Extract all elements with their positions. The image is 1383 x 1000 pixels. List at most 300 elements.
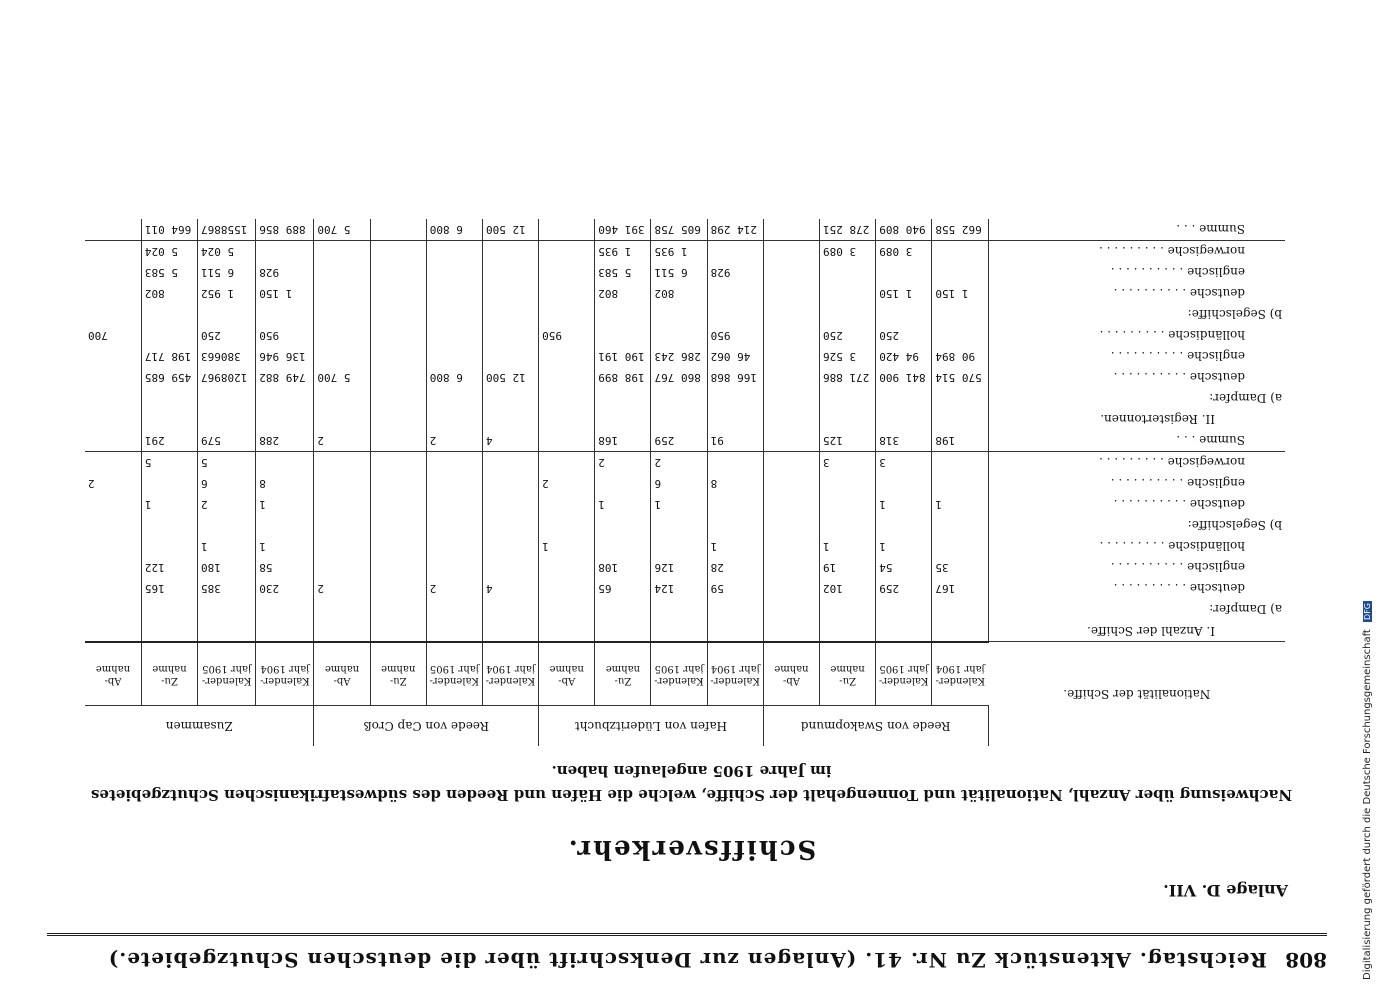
table-cell: 3: [876, 452, 932, 474]
table-cell: 180: [198, 557, 256, 578]
table-cell: [314, 473, 370, 494]
row-label: II. Registertonnen.: [1100, 412, 1215, 427]
row-label: holländische . . . . . . . . .: [1099, 539, 1245, 554]
table-cell: 288: [256, 430, 314, 452]
table-cell: 6 511: [651, 262, 707, 283]
table-cell: [198, 388, 256, 409]
table-cell: [198, 599, 256, 620]
table-cell: [539, 409, 595, 430]
table-cell: 1: [820, 536, 876, 557]
row-label: Summe . . .: [988, 430, 1285, 452]
table-cell: [932, 599, 988, 620]
table-cell: 250: [820, 325, 876, 346]
table-row: [85, 262, 1285, 283]
table-cell: 579: [198, 430, 256, 452]
table-cell: [595, 473, 651, 494]
table-cell: [820, 409, 876, 430]
table-cell: [539, 388, 595, 409]
table-cell: 459 685: [141, 367, 197, 388]
table-cell: [482, 388, 538, 409]
table-cell: 8: [256, 473, 314, 494]
table-cell: 1: [539, 536, 595, 557]
row-label: deutsche . . . . . . . . . .: [1113, 286, 1245, 301]
table-cell: [651, 409, 707, 430]
subcolumn-header: Kalender-jahr 1904: [932, 642, 988, 706]
table-cell: 1: [876, 536, 932, 557]
table-cell: 1: [256, 536, 314, 557]
table-cell: [482, 262, 538, 283]
nationality-header: Nationalität der Schiffe.: [988, 642, 1285, 746]
table-cell: [932, 409, 988, 430]
table-cell: [256, 409, 314, 430]
table-cell: [763, 283, 819, 304]
table-cell: [85, 620, 141, 642]
table-cell: [85, 536, 141, 557]
table-cell: 8: [707, 473, 763, 494]
table-cell: [707, 409, 763, 430]
table-cell: [426, 536, 482, 557]
table-cell: 2: [539, 473, 595, 494]
table-cell: [482, 557, 538, 578]
table-cell: 58: [256, 557, 314, 578]
running-header: [47, 933, 1327, 976]
table-cell: 125: [820, 430, 876, 452]
table-cell: 1: [932, 494, 988, 515]
row-label: deutsche . . . . . . . . . .: [1113, 497, 1245, 512]
table-cell: 46 062: [707, 346, 763, 367]
table-cell: [370, 473, 426, 494]
table-cell: [426, 325, 482, 346]
row-label: I. Anzahl der Schiffe.: [1087, 623, 1215, 638]
table-cell: [482, 241, 538, 263]
table-cell: [539, 494, 595, 515]
table-cell: 1 952: [198, 283, 256, 304]
table-cell: 950: [707, 325, 763, 346]
table-cell: [85, 430, 141, 452]
row-label: englische . . . . . . . . . .: [1110, 560, 1245, 575]
table-cell: [370, 388, 426, 409]
table-cell: 5: [198, 452, 256, 474]
table-cell: 1: [141, 494, 197, 515]
table-cell: [820, 262, 876, 283]
table-cell: [85, 346, 141, 367]
subcolumn-header: Zu-nahme: [141, 642, 197, 706]
table-row: [85, 536, 1285, 557]
table-cell: 166 868: [707, 367, 763, 388]
table-cell: 860 767: [651, 367, 707, 388]
table-cell: [876, 304, 932, 325]
table-cell: [426, 515, 482, 536]
table-cell: [426, 388, 482, 409]
table-row: [85, 452, 1285, 474]
subcolumn-header: Kalender-jahr 1904: [482, 642, 538, 706]
table-cell: [595, 325, 651, 346]
page-number: 808: [1285, 948, 1327, 972]
table-cell: [932, 304, 988, 325]
table-cell: 271 886: [820, 367, 876, 388]
sum-row: [85, 219, 1285, 241]
table-cell: 664 011: [141, 219, 197, 241]
table-cell: [370, 494, 426, 515]
table-cell: [426, 494, 482, 515]
table-cell: 1: [595, 494, 651, 515]
subcolumn-header: Kalender-jahr 1905: [426, 642, 482, 706]
table-cell: [370, 409, 426, 430]
table-cell: 6 800: [426, 367, 482, 388]
table-cell: 5: [141, 452, 197, 474]
table-cell: [763, 346, 819, 367]
table-cell: 126: [651, 557, 707, 578]
table-cell: [314, 241, 370, 263]
table-row: [85, 557, 1285, 578]
table-cell: [370, 304, 426, 325]
table-cell: [651, 620, 707, 642]
table-cell: 122: [141, 557, 197, 578]
table-cell: 749 882: [256, 367, 314, 388]
table-cell: [426, 262, 482, 283]
table-cell: 35: [932, 557, 988, 578]
table-cell: [763, 494, 819, 515]
table-cell: 802: [595, 283, 651, 304]
table-cell: 802: [141, 283, 197, 304]
table-cell: [707, 452, 763, 474]
table-cell: [482, 304, 538, 325]
subcolumn-header: Ab-nahme: [763, 642, 819, 706]
table-cell: [141, 536, 197, 557]
table-cell: [763, 515, 819, 536]
table-cell: [141, 473, 197, 494]
row-label: b) Segelschiffe:: [1187, 518, 1282, 533]
table-cell: [256, 620, 314, 642]
table-cell: 214 298: [707, 219, 763, 241]
table-cell: [651, 536, 707, 557]
table-cell: 662 558: [932, 219, 988, 241]
table-cell: 190 191: [595, 346, 651, 367]
table-cell: [932, 325, 988, 346]
table-cell: [85, 494, 141, 515]
table-cell: 250: [198, 325, 256, 346]
table-cell: [85, 557, 141, 578]
table-cell: [651, 515, 707, 536]
annex-label: Anlage D. VII.: [1163, 881, 1288, 900]
table-cell: [314, 262, 370, 283]
table-cell: [820, 599, 876, 620]
subcolumn-header: Zu-nahme: [595, 642, 651, 706]
table-cell: 5 583: [595, 262, 651, 283]
table-cell: 3 526: [820, 346, 876, 367]
table-cell: [314, 304, 370, 325]
table-cell: [85, 578, 141, 599]
table-cell: 4: [482, 578, 538, 599]
table-cell: [370, 241, 426, 263]
table-cell: [595, 536, 651, 557]
table-cell: 1208967: [198, 367, 256, 388]
table-cell: [256, 599, 314, 620]
table-cell: [763, 536, 819, 557]
table-cell: 2: [426, 430, 482, 452]
row-label: a) Dampfer:: [1209, 391, 1282, 406]
subcolumn-header: Ab-nahme: [314, 642, 370, 706]
table-cell: [370, 536, 426, 557]
table-cell: 1: [651, 494, 707, 515]
table-cell: 198: [932, 430, 988, 452]
table-cell: 259: [876, 578, 932, 599]
table-cell: [763, 599, 819, 620]
table-cell: 380663: [198, 346, 256, 367]
table-cell: [426, 620, 482, 642]
table-cell: 3 089: [820, 241, 876, 263]
table-cell: [426, 473, 482, 494]
table-cell: [482, 620, 538, 642]
subcolumn-header: Zu-nahme: [820, 642, 876, 706]
table-cell: 2: [198, 494, 256, 515]
table-cell: 5 700: [314, 367, 370, 388]
table-cell: [482, 494, 538, 515]
table-cell: [763, 452, 819, 474]
table-cell: [539, 219, 595, 241]
table-cell: [707, 283, 763, 304]
table-row: [85, 283, 1285, 304]
subcolumn-header: Kalender-jahr 1904: [256, 642, 314, 706]
table-cell: 950: [256, 325, 314, 346]
table-cell: 605 758: [651, 219, 707, 241]
table-cell: 5 700: [314, 219, 370, 241]
table-cell: 5 583: [141, 262, 197, 283]
table-cell: [198, 620, 256, 642]
section-header-row: [85, 409, 1285, 430]
table-cell: [314, 452, 370, 474]
subsection-row: [85, 388, 1285, 409]
table-cell: [482, 536, 538, 557]
table-cell: [426, 452, 482, 474]
table-cell: [707, 494, 763, 515]
table-cell: [651, 388, 707, 409]
table-cell: 250: [876, 325, 932, 346]
table-cell: [314, 325, 370, 346]
row-label: b) Segelschiffe:: [1187, 307, 1282, 322]
table-cell: [426, 304, 482, 325]
table-cell: 12 500: [482, 219, 538, 241]
table-cell: 1 935: [595, 241, 651, 263]
table-cell: [820, 515, 876, 536]
table-cell: [482, 515, 538, 536]
table-cell: 700: [85, 325, 141, 346]
table-cell: [482, 599, 538, 620]
table-cell: [314, 388, 370, 409]
table-cell: [539, 578, 595, 599]
table-caption-line-1: Nachweisung über Anzahl, Nationalität und Tonnengehalt der Schiffe, welche die Häfen und Reeden des südwestafrikanischen Schutzgebietes: [90, 786, 1293, 804]
table-cell: [370, 367, 426, 388]
table-cell: [932, 620, 988, 642]
table-cell: [763, 388, 819, 409]
table-cell: [85, 304, 141, 325]
table-cell: [426, 557, 482, 578]
table-cell: [85, 283, 141, 304]
row-label: a) Dampfer:: [1209, 602, 1282, 617]
table-cell: 841 900: [876, 367, 932, 388]
table-cell: [707, 620, 763, 642]
table-cell: 1 935: [651, 241, 707, 263]
table-cell: [370, 430, 426, 452]
table-cell: [595, 515, 651, 536]
table-cell: 2: [314, 578, 370, 599]
table-cell: 291: [141, 430, 197, 452]
table-cell: [482, 346, 538, 367]
table-row: [85, 325, 1285, 346]
table-cell: [141, 304, 197, 325]
table-cell: 928: [256, 262, 314, 283]
table-cell: 12 500: [482, 367, 538, 388]
subcolumn-header: Kalender-jahr 1904: [707, 642, 763, 706]
table-row: [85, 578, 1285, 599]
table-row: [85, 367, 1285, 388]
table-cell: 90 894: [932, 346, 988, 367]
table-cell: [820, 388, 876, 409]
table-cell: [876, 620, 932, 642]
table-cell: [763, 578, 819, 599]
table-cell: [141, 325, 197, 346]
table-cell: [85, 367, 141, 388]
table-cell: 230: [256, 578, 314, 599]
table-cell: [707, 599, 763, 620]
group-header: Hafen von Lüderitzbucht: [539, 706, 764, 747]
table-cell: [763, 620, 819, 642]
table-cell: [820, 304, 876, 325]
table-cell: [763, 430, 819, 452]
table-cell: [763, 262, 819, 283]
table-cell: [85, 599, 141, 620]
table-cell: [932, 473, 988, 494]
table-cell: [482, 283, 538, 304]
row-label: holländische . . . . . . . . .: [1099, 328, 1245, 343]
table-cell: [85, 452, 141, 474]
table-cell: [314, 557, 370, 578]
table-cell: 6 800: [426, 219, 482, 241]
table-cell: [256, 452, 314, 474]
table-cell: [256, 388, 314, 409]
table-cell: [595, 599, 651, 620]
table-cell: [370, 262, 426, 283]
table-cell: 1: [256, 494, 314, 515]
table-cell: [595, 388, 651, 409]
table-cell: 278 251: [820, 219, 876, 241]
table-cell: [932, 452, 988, 474]
table-cell: [426, 346, 482, 367]
table-cell: [763, 557, 819, 578]
table-cell: [763, 473, 819, 494]
table-cell: 889 856: [256, 219, 314, 241]
table-cell: 2: [314, 430, 370, 452]
table-cell: [763, 325, 819, 346]
table-cell: [85, 515, 141, 536]
subcolumn-header: Zu-nahme: [370, 642, 426, 706]
table-cell: [314, 620, 370, 642]
table-cell: [651, 325, 707, 346]
section-title: Schiffsverkehr.: [566, 834, 817, 864]
table-row: [85, 241, 1285, 263]
table-cell: [370, 325, 426, 346]
table-cell: [932, 262, 988, 283]
row-label: norwegische . . . . . . . . .: [1099, 455, 1245, 470]
subsection-row: [85, 515, 1285, 536]
dfg-logo-badge: DFG: [1363, 603, 1372, 620]
table-cell: 286 243: [651, 346, 707, 367]
group-header: Zusammen: [85, 706, 314, 747]
table-cell: [876, 388, 932, 409]
table-cell: [314, 515, 370, 536]
table-cell: [539, 346, 595, 367]
table-cell: 1: [876, 494, 932, 515]
table-cell: 928: [707, 262, 763, 283]
table-cell: [820, 620, 876, 642]
table-cell: 28: [707, 557, 763, 578]
table-cell: [370, 515, 426, 536]
table-cell: 2: [651, 452, 707, 474]
running-title: Reichstag. Aktenstück Zu Nr. 41. (Anlagen zur Denkschrift über die deutschen Schutzgebiete.): [107, 948, 1267, 972]
table-cell: 59: [707, 578, 763, 599]
table-cell: [370, 219, 426, 241]
table-cell: [651, 304, 707, 325]
table-cell: 65: [595, 578, 651, 599]
subcolumn-header: Ab-nahme: [539, 642, 595, 706]
table-cell: 54: [876, 557, 932, 578]
table-cell: [256, 304, 314, 325]
table-cell: [198, 409, 256, 430]
table-cell: 136 946: [256, 346, 314, 367]
table-cell: [141, 388, 197, 409]
table-cell: [314, 283, 370, 304]
table-cell: 940 809: [876, 219, 932, 241]
table-cell: 802: [651, 283, 707, 304]
table-body: [85, 219, 1285, 642]
section-header-row: [85, 620, 1285, 642]
table-caption-line-2: im Jahre 1905 angelaufen haben.: [551, 762, 832, 780]
table-cell: 2: [85, 473, 141, 494]
table-cell: [141, 620, 197, 642]
table-cell: [539, 620, 595, 642]
table-cell: [707, 388, 763, 409]
table-cell: [763, 367, 819, 388]
sum-row: [85, 430, 1285, 452]
table-cell: [370, 599, 426, 620]
table-cell: [876, 599, 932, 620]
table-cell: [539, 430, 595, 452]
table-cell: 259: [651, 430, 707, 452]
table-cell: 6 511: [198, 262, 256, 283]
table-cell: [876, 473, 932, 494]
table-cell: [539, 283, 595, 304]
table-cell: [314, 536, 370, 557]
group-header-row: [85, 706, 1285, 747]
table-cell: [763, 304, 819, 325]
table-row: [85, 473, 1285, 494]
table-cell: [370, 578, 426, 599]
table-cell: [763, 409, 819, 430]
table-cell: 570 514: [932, 367, 988, 388]
table-cell: [876, 409, 932, 430]
digitization-note: [1362, 580, 1373, 980]
subcolumn-header: Kalender-jahr 1905: [198, 642, 256, 706]
table-cell: [820, 473, 876, 494]
table-cell: [820, 283, 876, 304]
table-cell: 19: [820, 557, 876, 578]
table-cell: [426, 409, 482, 430]
table-cell: 198 899: [595, 367, 651, 388]
table-cell: [932, 388, 988, 409]
row-label: deutsche . . . . . . . . . .: [1113, 370, 1245, 385]
table-cell: [595, 304, 651, 325]
table-cell: [141, 599, 197, 620]
